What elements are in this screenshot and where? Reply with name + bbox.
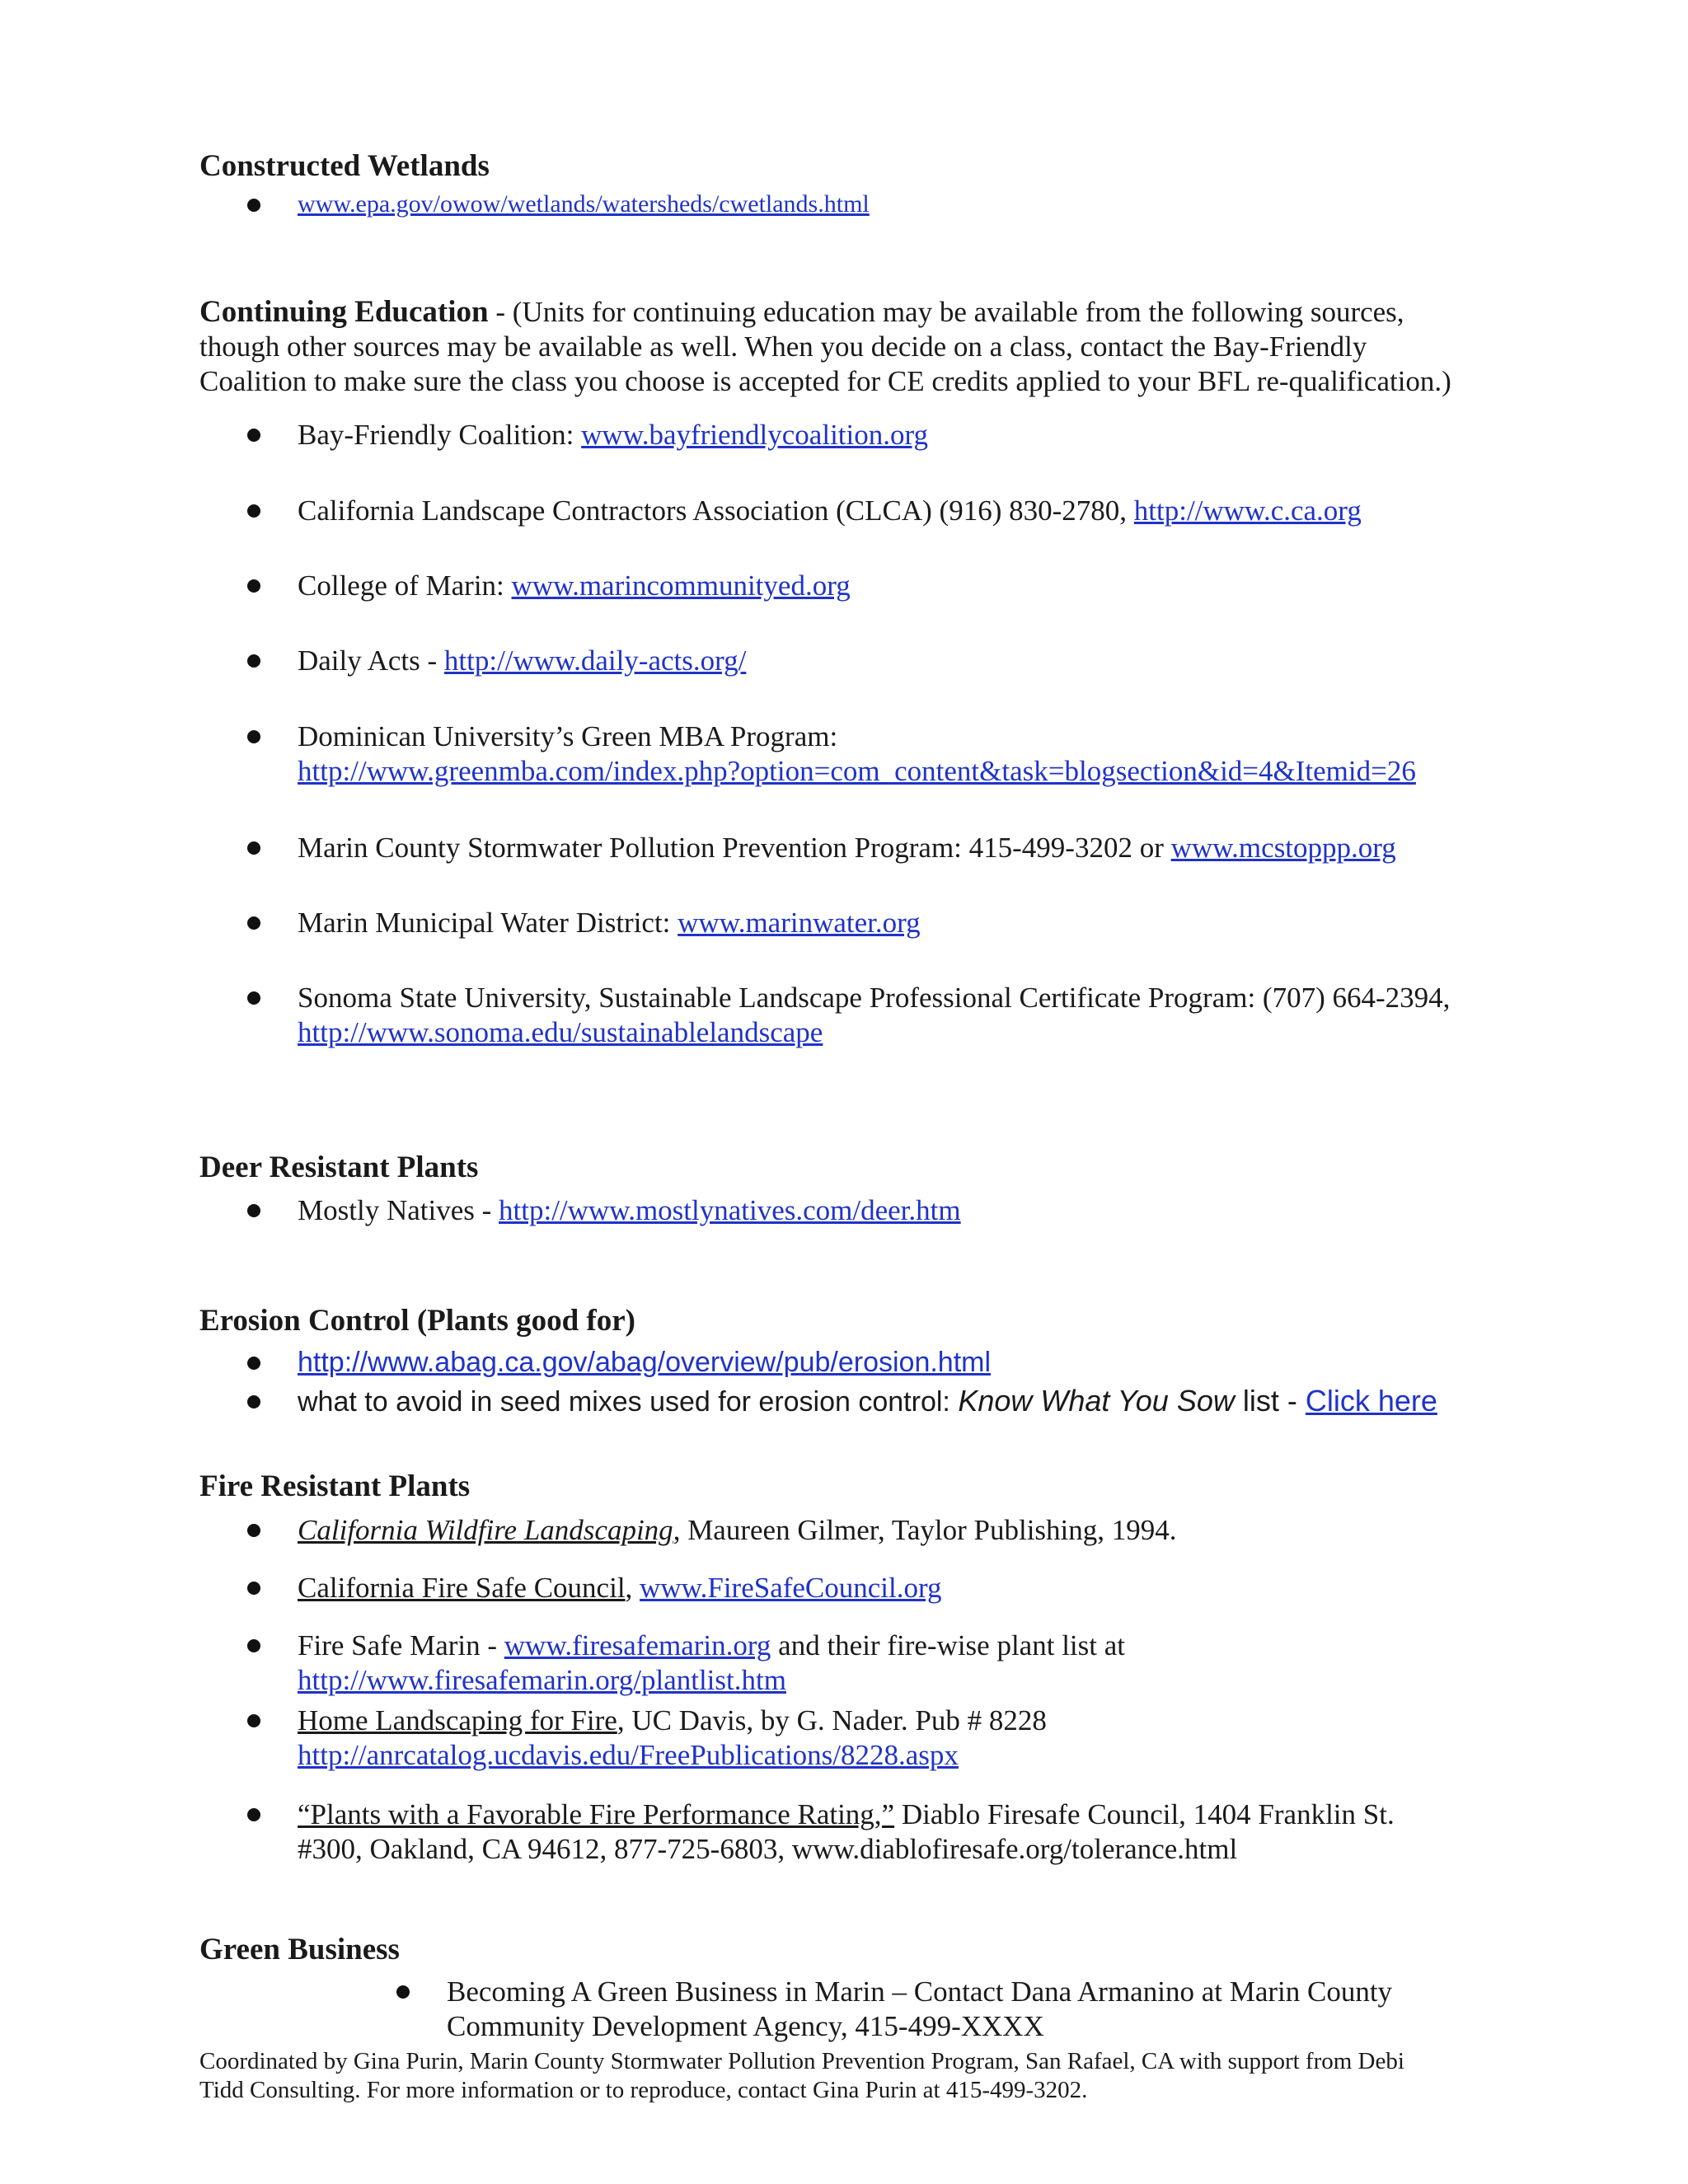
- link-firesafemarin-plantlist[interactable]: http://www.firesafemarin.org/plantlist.htm: [298, 1664, 786, 1696]
- list-item-continued: #300, Oakland, CA 94612, 877-725-6803, www.diablofiresafe.org/tolerance.html: [298, 1833, 1238, 1865]
- link-mcstoppp[interactable]: www.mcstoppp.org: [1170, 832, 1396, 864]
- ce-intro-line-3: Coalition to make sure the class you choose is accepted for CE credits applied to your BFL re-qualification.): [199, 365, 1451, 397]
- bullet: [247, 504, 260, 518]
- section-heading-fire: Fire Resistant Plants: [199, 1469, 471, 1503]
- bullet: [247, 991, 260, 1005]
- link-anrcatalog[interactable]: http://anrcatalog.ucdavis.edu/FreePublications/8228.aspx: [298, 1739, 959, 1771]
- bullet: [247, 1395, 260, 1408]
- bullet: [247, 1357, 260, 1370]
- link-daily-acts[interactable]: http://www.daily-acts.org/: [443, 644, 747, 677]
- list-item: “Plants with a Favorable Fire Performance Rating,” Diablo Firesafe Council, 1404 Franklin St.: [298, 1798, 1395, 1830]
- list-item: Mostly Natives - http://www.mostlynatives.com/deer.htm: [298, 1194, 961, 1226]
- bullet: [247, 1714, 260, 1727]
- link-clca[interactable]: http://www.c.ca.org: [1133, 494, 1362, 527]
- list-item: Fire Safe Marin - www.firesafemarin.org and their fire-wise plant list at: [298, 1629, 1125, 1661]
- link-firesafecouncil[interactable]: www.FireSafeCouncil.org: [640, 1572, 942, 1604]
- list-item: what to avoid in seed mixes used for erosion control: Know What You Sow list - Click here: [298, 1384, 1437, 1418]
- bullet: [247, 730, 260, 743]
- list-item: [298, 187, 870, 222]
- list-item: [298, 1345, 991, 1380]
- link-epa-wetlands[interactable]: www.epa.gov/owow/wetlands/watersheds/cwetlands.html: [298, 190, 870, 218]
- bullet: [247, 654, 260, 668]
- link-firesafemarin[interactable]: www.firesafemarin.org: [504, 1629, 771, 1661]
- link-marin-community-ed[interactable]: www.marincommunityed.org: [511, 569, 851, 602]
- ce-intro: Continuing Education - (Units for continuing education may be available from the following sources,: [199, 295, 1404, 329]
- link-sonoma-state[interactable]: http://www.sonoma.edu/sustainablelandscape: [298, 1016, 823, 1048]
- list-item-continued: [298, 1015, 823, 1050]
- list-item: California Fire Safe Council, www.FireSafeCouncil.org: [298, 1572, 942, 1604]
- link-abag-erosion[interactable]: http://www.abag.ca.gov/abag/overview/pub/erosion.html: [298, 1347, 992, 1378]
- section-heading-ce: Continuing Education: [199, 295, 489, 329]
- bullet: [247, 1808, 260, 1821]
- bullet: [247, 841, 260, 855]
- bullet: [247, 579, 260, 593]
- section-heading-green: Green Business: [199, 1933, 400, 1966]
- list-item: Marin Municipal Water District: www.marinwater.org: [298, 907, 921, 939]
- bullet: [247, 429, 260, 442]
- list-item-continued: [298, 1663, 786, 1698]
- list-item: Dominican University’s Green MBA Program:: [298, 720, 838, 752]
- list-item: College of Marin: www.marincommunityed.org: [298, 569, 851, 602]
- link-green-mba[interactable]: http://www.greenmba.com/index.php?option=com_content&task=blogsection&id=4&Itemid=26: [298, 755, 1416, 787]
- list-item: Becoming A Green Business in Marin – Contact Dana Armanino at Marin County: [447, 1975, 1393, 2008]
- list-item-continued: Community Development Agency, 415-499-XXXX: [447, 2010, 1044, 2042]
- bullet: [247, 1524, 260, 1537]
- section-heading-deer: Deer Resistant Plants: [199, 1151, 479, 1184]
- list-item: Home Landscaping for Fire, UC Davis, by G. Nader. Pub # 8228: [298, 1704, 1047, 1736]
- bullet: [247, 199, 260, 212]
- section-heading-erosion: Erosion Control (Plants good for): [199, 1304, 635, 1338]
- list-item: Bay-Friendly Coalition: www.bayfriendlycoalition.org: [298, 419, 929, 451]
- list-item: Daily Acts - http://www.daily-acts.org/: [298, 644, 747, 677]
- link-marinwater[interactable]: www.marinwater.org: [678, 907, 921, 939]
- bullet: [247, 1204, 260, 1217]
- section-heading-wetlands: Constructed Wetlands: [199, 149, 490, 183]
- bullet: [396, 1985, 410, 1999]
- link-click-here[interactable]: Click here: [1305, 1384, 1437, 1418]
- list-item: California Wildfire Landscaping, Maureen Gilmer, Taylor Publishing, 1994.: [298, 1514, 1177, 1546]
- footer-line-2: Tidd Consulting. For more information or to reproduce, contact Gina Purin at 415-499-3202.: [199, 2077, 1088, 2103]
- footer-line-1: Coordinated by Gina Purin, Marin County Stormwater Pollution Prevention Program, San Rafael, CA with support from Debi: [199, 2048, 1404, 2074]
- bullet: [247, 1582, 260, 1595]
- list-item-continued: [298, 1738, 959, 1773]
- ce-intro-line-2: though other sources may be available as well. When you decide on a class, contact the Bay-Friendly: [199, 330, 1367, 363]
- bullet: [247, 1639, 260, 1652]
- link-bayfriendly[interactable]: www.bayfriendlycoalition.org: [581, 419, 929, 451]
- list-item: Sonoma State University, Sustainable Landscape Professional Certificate Program: (707) 664-2394,: [298, 982, 1451, 1014]
- list-item: California Landscape Contractors Association (CLCA) (916) 830-2780, http://www.c.ca.org: [298, 494, 1362, 527]
- bullet: [247, 916, 260, 930]
- list-item: Marin County Stormwater Pollution Prevention Program: 415-499-3202 or www.mcstoppp.org: [298, 832, 1396, 864]
- link-mostly-natives[interactable]: http://www.mostlynatives.com/deer.htm: [499, 1194, 961, 1226]
- list-item-continued: [298, 754, 1416, 789]
